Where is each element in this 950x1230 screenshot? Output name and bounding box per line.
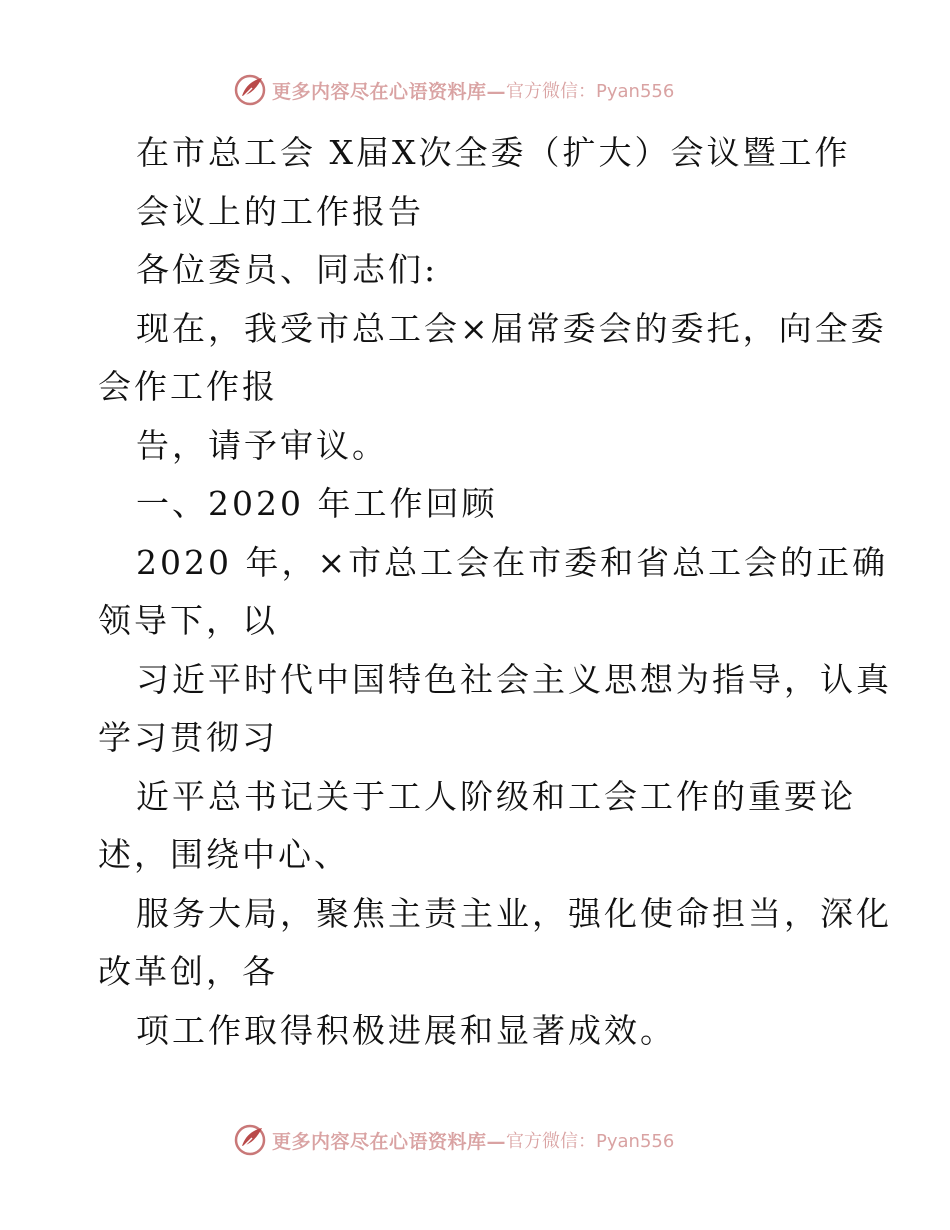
footer-watermark bbox=[232, 1120, 674, 1160]
paragraph-line: 近平总书记关于工人阶级和工会工作的重要论 bbox=[136, 776, 856, 816]
paragraph-line: 现在，我受市总工会×届常委会的委托，向全委 bbox=[136, 308, 887, 348]
paragraph-line: 服务大局，聚焦主责主业，强化使命担当，深化 bbox=[136, 893, 892, 933]
title-line-1: 在市总工会 X届X次全委（扩大）会议暨工作 bbox=[136, 133, 851, 172]
leaf-seal-icon bbox=[232, 1122, 268, 1158]
paragraph-line: 述，围绕中心、 bbox=[98, 835, 350, 874]
leaf-seal-icon bbox=[232, 72, 268, 108]
section-heading: 一、2020 年工作回顾 bbox=[136, 484, 498, 523]
paragraph-line: 项工作取得积极进展和显著成效。 bbox=[136, 1010, 676, 1050]
watermark-sub-text: 官方微信：Pyan556 bbox=[506, 81, 675, 102]
paragraph-line: 习近平时代中国特色社会主义思想为指导，认真 bbox=[136, 659, 892, 699]
paragraph-line: 会作工作报 bbox=[98, 367, 278, 406]
watermark-sub-text: 官方微信：Pyan556 bbox=[506, 1131, 675, 1152]
watermark-main-text: 更多内容尽在心语资料库— bbox=[272, 80, 507, 103]
paragraph-line: 2020 年，×市总工会在市委和省总工会的正确 bbox=[136, 542, 889, 582]
title-line-2: 会议上的工作报告 bbox=[136, 191, 424, 231]
paragraph-line: 告，请予审议。 bbox=[136, 425, 388, 465]
watermark-main-text: 更多内容尽在心语资料库— bbox=[272, 1130, 507, 1153]
paragraph-line: 改革创，各 bbox=[98, 952, 278, 991]
paragraph-line: 学习贯彻习 bbox=[98, 718, 278, 757]
document-body bbox=[98, 124, 892, 1060]
paragraph-line: 领导下，以 bbox=[98, 601, 278, 640]
header-watermark bbox=[232, 70, 674, 110]
salutation: 各位委员、同志们: bbox=[136, 250, 439, 289]
